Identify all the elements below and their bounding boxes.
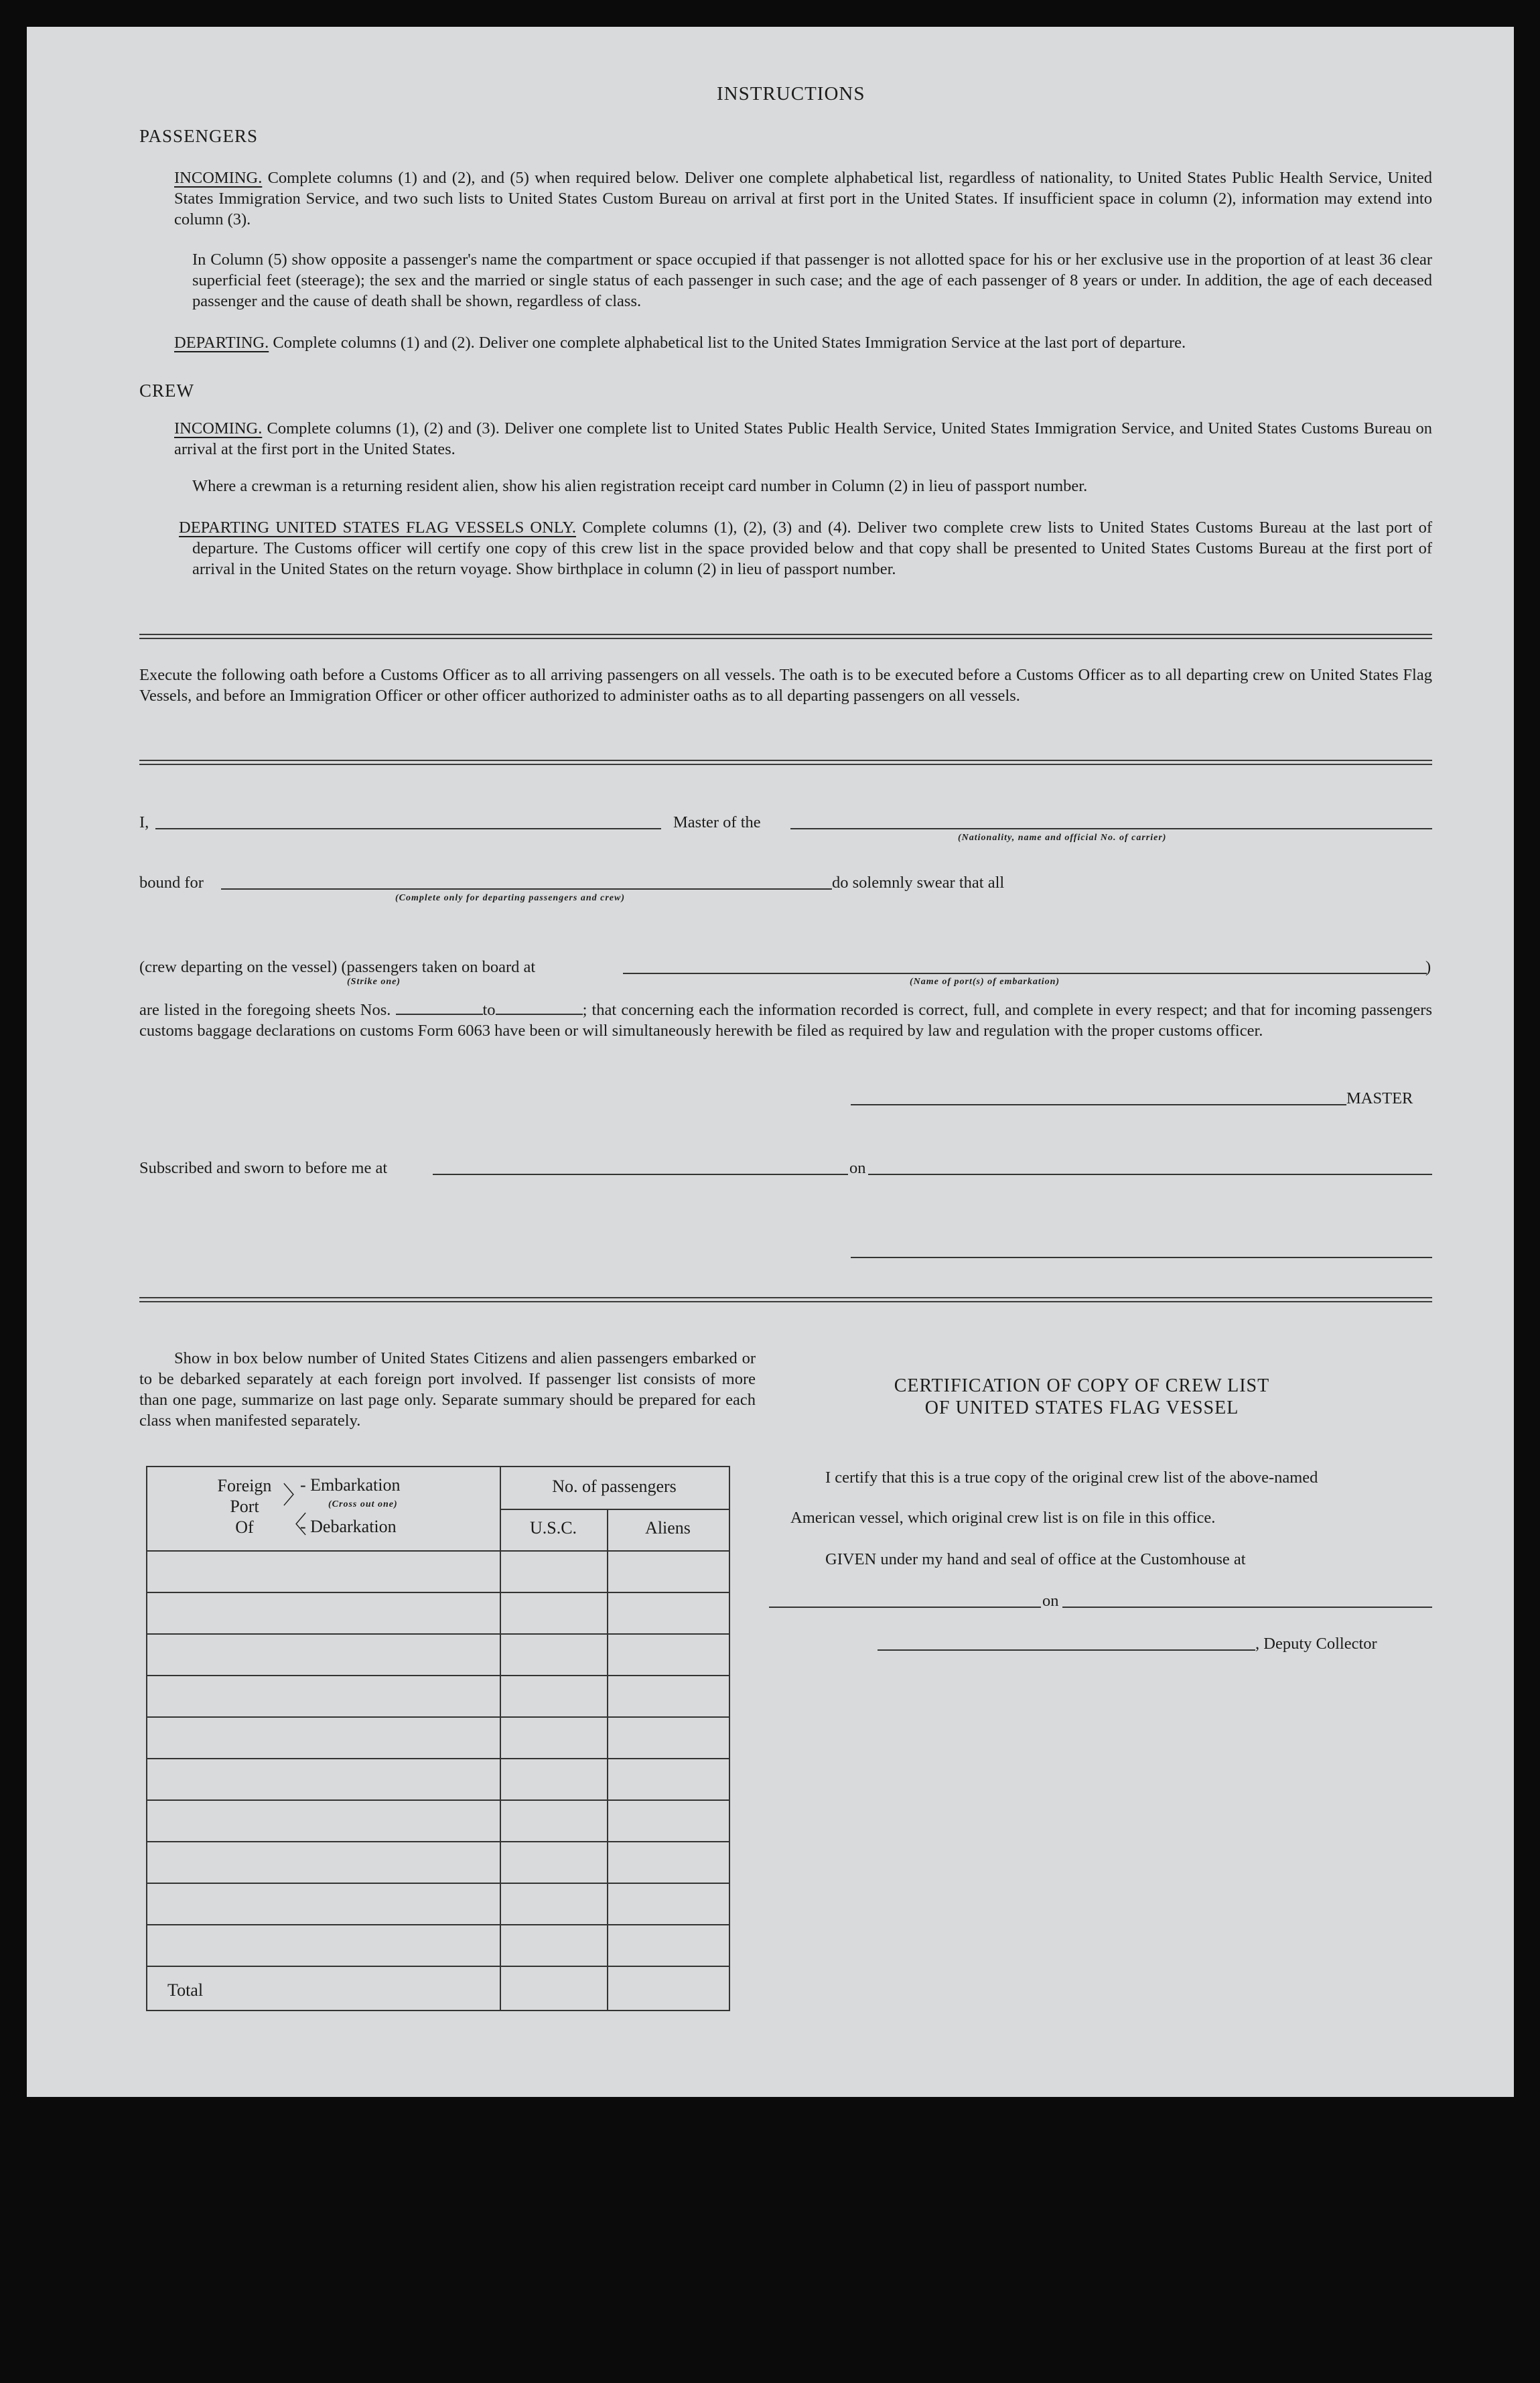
page-title: INSTRUCTIONS — [717, 83, 865, 105]
crew-incoming-paragraph — [174, 418, 1432, 460]
master-of-the-label: Master of the — [673, 813, 761, 831]
form-page — [27, 27, 1514, 2097]
oath-i-label: I, — [139, 813, 149, 831]
crew-passengers-text: (crew departing on the vessel) (passengers taken on board at — [139, 958, 536, 976]
section-divider — [139, 1297, 1432, 1302]
close-paren: ) — [1425, 958, 1431, 976]
port-embarkation-line[interactable] — [623, 973, 1427, 974]
section-divider — [139, 634, 1432, 639]
cert-on-label: on — [1042, 1592, 1059, 1610]
carrier-line[interactable] — [790, 828, 1432, 829]
col-port-line3: Of — [235, 1517, 254, 1537]
brace-icon: 〉 — [283, 1511, 307, 1538]
crew-alien-paragraph: Where a crewman is a returning resident alien, show his alien registration receipt card number in Column (2) in lieu of passport number. — [192, 477, 1088, 495]
sheet-to-line[interactable] — [496, 1002, 583, 1015]
given-text: GIVEN under my hand and seal of office at the Customhouse at — [825, 1550, 1246, 1568]
passengers-departing-paragraph — [174, 332, 1432, 353]
crew-incoming-label: INCOMING. — [174, 419, 263, 437]
certification-title-line2: OF UNITED STATES FLAG VESSEL — [924, 1398, 1239, 1418]
sworn-on-label: on — [849, 1159, 866, 1177]
to-label: to — [482, 1001, 496, 1019]
passengers-departing-label: DEPARTING. — [174, 334, 269, 352]
master-label: MASTER — [1346, 1089, 1413, 1107]
master-signature-line[interactable] — [851, 1104, 1346, 1105]
crew-heading: CREW — [139, 381, 194, 401]
listed-text: ; that concerning each the information recorded is correct, full, and complete in every respect; and that for incoming passengers customs baggage declarations on customs Form 6063 have been or will simultaneously herewith be filed as required by law and regulation with the proper customs officer. — [139, 1001, 1433, 1040]
officer-signature-line[interactable] — [851, 1257, 1432, 1258]
sworn-date-line[interactable] — [868, 1174, 1432, 1175]
crew-departing-paragraph — [179, 517, 1432, 580]
swear-text: do solemnly swear that all — [832, 874, 1005, 892]
brace-icon: 〉 — [283, 1482, 307, 1509]
certify-line2: American vessel, which original crew list is on file in this office. — [790, 1509, 1216, 1527]
embarkation-label[interactable]: - Embarkation — [300, 1475, 401, 1495]
deputy-label: , Deputy Collector — [1255, 1635, 1377, 1653]
col-port-line2: Port — [230, 1497, 259, 1516]
section-divider — [139, 760, 1432, 765]
crew-incoming-text: Complete columns (1), (2) and (3). Deliver one complete list to United States Public Health Service, United States Immigration Service, and United States Customs Bureau on arrival at the first port in the United States. — [174, 419, 1433, 458]
cross-out-note: (Cross out one) — [328, 1499, 398, 1509]
crew-departing-text: Complete columns (1), (2), (3) and (4). Deliver two complete crew lists to United States Customs Bureau at the last port of departure. The Customs officer will certify one copy of this crew list in the space provided below and that copy shall be presented to United States Customs Bureau at the first port of arrival in the United States on the return voyage. Show birthplace in column (2) in lieu of passport number. — [192, 519, 1432, 578]
cert-date-line[interactable] — [1062, 1607, 1432, 1608]
strike-note: (Strike one) — [347, 977, 401, 987]
customhouse-line[interactable] — [769, 1607, 1041, 1608]
oath-intro: Execute the following oath before a Customs Officer as to all arriving passengers on all vessels. The oath is to be executed before a Customs Officer as to all departing crew on United States Flag Vessels, and before an Immigration Officer or other officer authorized to administer oaths as to all departing passengers on all vessels. — [139, 666, 1432, 705]
aliens-header: Aliens — [645, 1518, 691, 1538]
sheet-from-line[interactable] — [396, 1002, 483, 1015]
listed-paragraph — [139, 1000, 1432, 1041]
certification-title-line1: CERTIFICATION OF COPY OF CREW LIST — [894, 1375, 1270, 1396]
certify-line1: I certify that this is a true copy of the original crew list of the above-named — [825, 1469, 1318, 1487]
bound-for-line[interactable] — [221, 888, 832, 890]
passengers-column5-paragraph: In Column (5) show opposite a passenger's name the compartment or space occupied if that passenger is not allotted space for his or her exclusive use in the proportion of at least 36 clear superficial feet (steerage); the sex and the married or single status of each passenger in such case; and the age of each passenger of 8 years or under. In addition, the age of each deceased passenger and the cause of death shall be shown, regardless of class. — [192, 251, 1432, 310]
subscribed-label: Subscribed and sworn to before me at — [139, 1159, 388, 1177]
total-label: Total — [167, 1980, 204, 2000]
no-passengers-header: No. of passengers — [552, 1477, 677, 1496]
sworn-place-line[interactable] — [433, 1174, 848, 1175]
nationality-note: (Nationality, name and official No. of carrier) — [958, 833, 1167, 843]
passengers-incoming-label: INCOMING. — [174, 169, 263, 187]
col-port-line1: Foreign — [217, 1476, 272, 1495]
deputy-signature-line[interactable] — [878, 1649, 1255, 1651]
usc-header: U.S.C. — [529, 1518, 577, 1538]
certification-title — [790, 1375, 1373, 1419]
master-name-line[interactable] — [155, 828, 661, 829]
bound-for-label: bound for — [139, 874, 204, 892]
passengers-incoming-paragraph — [174, 167, 1432, 230]
passengers-heading: PASSENGERS — [139, 126, 259, 146]
debarkation-label[interactable]: - Debarkation — [300, 1517, 397, 1536]
bound-note: (Complete only for departing passengers and crew) — [395, 893, 625, 903]
crew-departing-label: DEPARTING UNITED STATES FLAG VESSELS ONLY. — [179, 519, 576, 537]
listed-prefix: are listed in the foregoing sheets Nos. — [139, 1001, 391, 1019]
passengers-incoming-text: Complete columns (1) and (2), and (5) when required below. Deliver one complete alphabetical list, regardless of nationality, to United States Public Health Service, United States Immigration Service, and two such lists to United States Custom Bureau on arrival at first port in the United States. If insufficient space in column (2), information may extend into column (3). — [174, 169, 1432, 228]
summary-table — [146, 1466, 730, 2011]
port-note: (Name of port(s) of embarkation) — [910, 977, 1060, 987]
summary-instructions: Show in box below number of United States Citizens and alien passengers embarked or to be debarked separately at each foreign port involved. If passenger list consists of more than one page, summarize on last page only. Separate summary should be prepared for each class when manifested separately. — [139, 1349, 756, 1430]
passengers-departing-text: Complete columns (1) and (2). Deliver one complete alphabetical list to the United States Immigration Service at the last port of departure. — [273, 334, 1186, 352]
col-port-header — [208, 1475, 281, 1538]
